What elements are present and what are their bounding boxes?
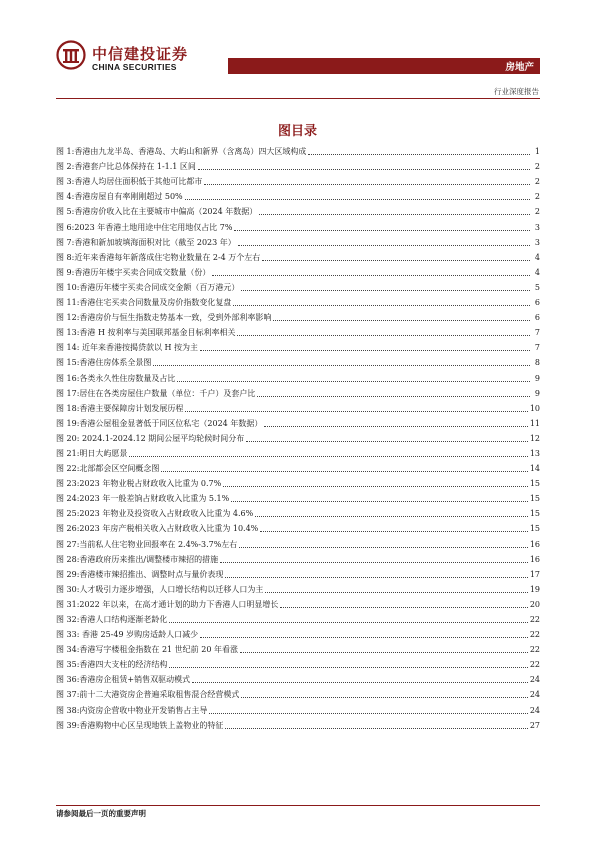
toc-entry-label: 图 6:2023 年香港土地用途中住宅用地仅占比 7% [56,222,233,232]
toc-entry-page: 24 [529,705,540,715]
toc-entry-page: 22 [529,630,540,640]
toc-entry[interactable] [56,655,540,670]
toc-leader-dots [231,501,528,502]
toc-entry[interactable] [56,308,540,323]
toc-leader-dots [185,411,527,412]
toc-entry-page: 3 [534,222,540,232]
toc-leader-dots [200,637,528,638]
toc-entry[interactable] [56,353,540,368]
footer-divider [56,805,540,806]
toc-entry[interactable] [56,625,540,640]
toc-entry-label: 图 13:香港 H 按利率与美国联邦基金目标利率相关 [56,328,236,338]
toc-entry-label: 图 7:香港和新加坡填海面积对比（截至 2023 年） [56,237,236,247]
toc-entry[interactable] [56,444,540,459]
toc-entry-label: 图 8:近年来香港每年新落成住宅物业数量在 2-4 万个左右 [56,252,261,262]
toc-leader-dots [264,426,527,427]
toc-entry-page: 4 [534,252,540,262]
toc-entry[interactable] [56,142,540,157]
toc-entry[interactable] [56,263,540,278]
toc-leader-dots [257,396,530,397]
toc-entry[interactable] [56,187,540,202]
toc-leader-dots [169,667,527,668]
toc-entry-label: 图 21:明日大屿愿景 [56,448,128,458]
toc-entry-label: 图 9:香港历年楼宇买卖合同成交数量（份） [56,267,211,277]
toc-entry[interactable] [56,550,540,565]
company-name-en: CHINA SECURITIES [92,62,177,72]
toc-entry-page: 22 [529,660,540,670]
toc-entry[interactable] [56,504,540,519]
toc-entry[interactable] [56,293,540,308]
toc-entry-page: 2 [534,192,540,202]
toc-leader-dots [185,199,530,200]
toc-entry-label: 图 14: 近年来香港按揭贷款以 H 按为主 [56,343,199,353]
toc-entry-label: 图 15:香港住房体系全景图 [56,358,152,368]
toc-leader-dots [129,456,527,457]
toc-leader-dots [255,516,528,517]
header-divider [56,98,540,99]
toc-entry-page: 10 [529,403,540,413]
report-type: 行业深度报告 [494,87,539,96]
toc-leader-dots [225,577,527,578]
toc-entry[interactable] [56,700,540,715]
toc-entry-label: 图 3:香港人均居住面积低于其他可比都市 [56,177,203,187]
toc-entry[interactable] [56,459,540,474]
toc-entry[interactable] [56,595,540,610]
toc-leader-dots [212,275,530,276]
toc-leader-dots [192,682,528,683]
toc-entry-label: 图 19:香港公屋租金显著低于同区位私宅（2024 年数据） [56,418,263,428]
toc-entry-page: 9 [534,388,540,398]
toc-entry-page: 24 [529,675,540,685]
toc-leader-dots [308,154,530,155]
toc-leader-dots [239,547,528,548]
toc-leader-dots [259,214,530,215]
toc-entry-page: 12 [529,433,540,443]
toc-entry-label: 图 39:香港购物中心区呈现地铁上盖物业的特征 [56,720,224,730]
toc-leader-dots [220,562,528,563]
toc-entry-page: 9 [534,373,540,383]
toc-entry[interactable] [56,685,540,700]
toc-entry[interactable] [56,278,540,293]
toc-entry-page: 24 [529,690,540,700]
toc-leader-dots [209,713,527,714]
toc-entry[interactable] [56,519,540,534]
toc-entry[interactable] [56,323,540,338]
toc-entry[interactable] [56,399,540,414]
toc-entry[interactable] [56,534,540,549]
toc-entry[interactable] [56,640,540,655]
toc-entry[interactable] [56,610,540,625]
toc-leader-dots [260,531,528,532]
toc-leader-dots [225,728,527,729]
toc-leader-dots [200,350,530,351]
footer-disclaimer: 请参阅最后一页的重要声明 [56,809,146,818]
toc-entry-label: 图 32:香港人口结构逐渐老龄化 [56,615,168,624]
toc-entry-page: 5 [534,282,540,292]
sector-label: 房地产 [505,62,534,73]
toc-entry-page: 15 [529,509,540,519]
toc-entry-label: 图 26:2023 年房产税相关收入占财政收入比重为 10.4% [56,524,259,534]
toc-entry-page: 15 [529,494,540,504]
toc-entry-label: 图 23:2023 年物业税占财政收入比重为 0.7% [56,479,222,489]
toc-entry[interactable] [56,670,540,685]
toc-entry-label: 图 34:香港写字楼租金指数在 21 世纪前 20 年看涨 [56,645,238,655]
toc-entry-label: 图 22:北部都会区空间概念图 [56,464,160,474]
toc-entry-label: 图 27:当前私人住宅物业回报率在 2.4%-3.7%左右 [56,539,238,549]
toc-entry-label: 图 28:香港政府历来推出/调整楼市辣招的措施 [56,554,219,564]
toc-entry-page: 19 [529,584,540,594]
toc-entry-page: 17 [529,569,540,579]
toc-entry-label: 图 24:2023 年一般差饷占财政收入比重为 5.1% [56,494,230,504]
toc-entry-page: 1 [534,147,540,157]
toc-entry-page: 2 [534,207,540,217]
toc-entry[interactable] [56,384,540,399]
toc-entry[interactable] [56,368,540,383]
toc-leader-dots [240,652,528,653]
toc-entry[interactable] [56,157,540,172]
toc-entry[interactable] [56,580,540,595]
toc-leader-dots [177,381,530,382]
toc-entry-page: 2 [534,177,540,187]
company-name-cn: 中信建投证券 [92,45,189,63]
toc-entry[interactable] [56,233,540,248]
toc-entry-label: 图 12:香港房价与恒生指数走势基本一致，受到外部利率影响 [56,313,272,323]
toc-entry[interactable] [56,716,540,731]
toc-entry-page: 20 [529,599,540,609]
toc-entry-label: 图 5:香港房价收入比在主要城市中偏高（2024 年数据） [56,207,258,217]
toc-entry-label: 图 20: 2024.1-2024.12 期间公屋平均轮候时间分布 [56,433,245,443]
toc-leader-dots [265,592,527,593]
toc-entry-label: 图 10:香港历年楼宇买卖合同成交金额（百万港元） [56,282,240,292]
toc-entry[interactable] [56,489,540,504]
toc-entry[interactable] [56,474,540,489]
toc-leader-dots [153,365,530,366]
toc-entry-page: 7 [534,328,540,338]
toc-entry[interactable] [56,202,540,217]
toc-entry-page: 7 [534,343,540,353]
toc-entry-label: 图 11:香港住宅买卖合同数量及房价指数变化复盘 [56,298,232,308]
toc-entry-label: 图 18:香港主要保障房计划发展历程 [56,403,184,413]
toc-list [56,142,540,731]
toc-entry[interactable] [56,248,540,263]
toc-entry-page: 22 [529,645,540,655]
toc-entry-label: 图 1:香港由九龙半岛、香港岛、大屿山和新界（含离岛）四大区域构成 [56,147,307,157]
toc-entry-page: 15 [529,524,540,534]
company-logo-icon [56,40,86,70]
toc-entry-label: 图 17:居住在各类房屋住户数量（单位：千户）及套户比 [56,388,256,398]
toc-entry[interactable] [56,217,540,232]
toc-leader-dots [198,169,530,170]
toc-entry-label: 图 33: 香港 25-49 岁购房适龄人口减少 [56,630,199,640]
toc-entry-page: 16 [529,539,540,549]
toc-entry-label: 图 36:香港房企租赁+销售双驱动模式 [56,675,191,685]
toc-entry[interactable] [56,429,540,444]
toc-entry-page: 13 [529,448,540,458]
toc-entry-label: 图 30:人才吸引力逐步增强，人口增长结构以迁移人口为主 [56,584,264,594]
toc-entry-page: 3 [534,237,540,247]
toc-entry[interactable] [56,338,540,353]
toc-title: 图目录 [277,124,317,139]
toc-entry-page: 6 [534,298,540,308]
toc-leader-dots [238,245,530,246]
toc-entry[interactable] [56,172,540,187]
toc-entry-page: 15 [529,479,540,489]
toc-leader-dots [241,290,530,291]
toc-entry[interactable] [56,414,540,429]
toc-leader-dots [246,441,528,442]
sector-bar [228,58,540,74]
toc-leader-dots [169,622,527,623]
toc-leader-dots [204,184,530,185]
toc-leader-dots [234,230,530,231]
toc-leader-dots [237,335,530,336]
toc-entry-page: 14 [529,464,540,474]
toc-entry-label: 图 25:2023 年物业及投资收入占财政收入比重为 4.6% [56,509,254,519]
toc-entry-label: 图 38:内资房企营收中物业开发销售占主导 [56,705,208,715]
toc-leader-dots [280,607,527,608]
toc-leader-dots [233,305,530,306]
toc-entry-page: 27 [529,720,540,730]
toc-leader-dots [223,486,528,487]
toc-leader-dots [241,697,527,698]
toc-entry-page: 11 [529,418,540,428]
toc-entry-label: 图 37:前十二大港资房企普遍采取租售混合经营模式 [56,690,240,700]
toc-entry-page: 16 [529,554,540,564]
toc-entry-page: 4 [534,267,540,277]
toc-entry-page: 6 [534,313,540,323]
toc-leader-dots [273,320,530,321]
toc-leader-dots [262,260,530,261]
toc-entry-label: 图 35:香港四大支柱的经济结构 [56,660,168,670]
toc-entry-label: 图 16:各类永久性住房数量及占比 [56,373,176,383]
toc-entry-label: 图 4:香港房屋自有率刚刚超过 50% [56,192,183,202]
toc-entry-page: 2 [534,162,540,172]
toc-entry-label: 图 2:香港套户比总体保持在 1-1.1 区间 [56,162,196,172]
toc-leader-dots [161,471,527,472]
toc-entry[interactable] [56,565,540,580]
toc-entry-label: 图 31:2022 年以来，在高才通计划的助力下香港人口明显增长 [56,599,279,609]
toc-entry-page: 8 [534,358,540,368]
toc-entry-label: 图 29:香港楼市辣招推出、调整时点与量价表现 [56,569,224,579]
toc-entry-page: 22 [529,615,540,624]
